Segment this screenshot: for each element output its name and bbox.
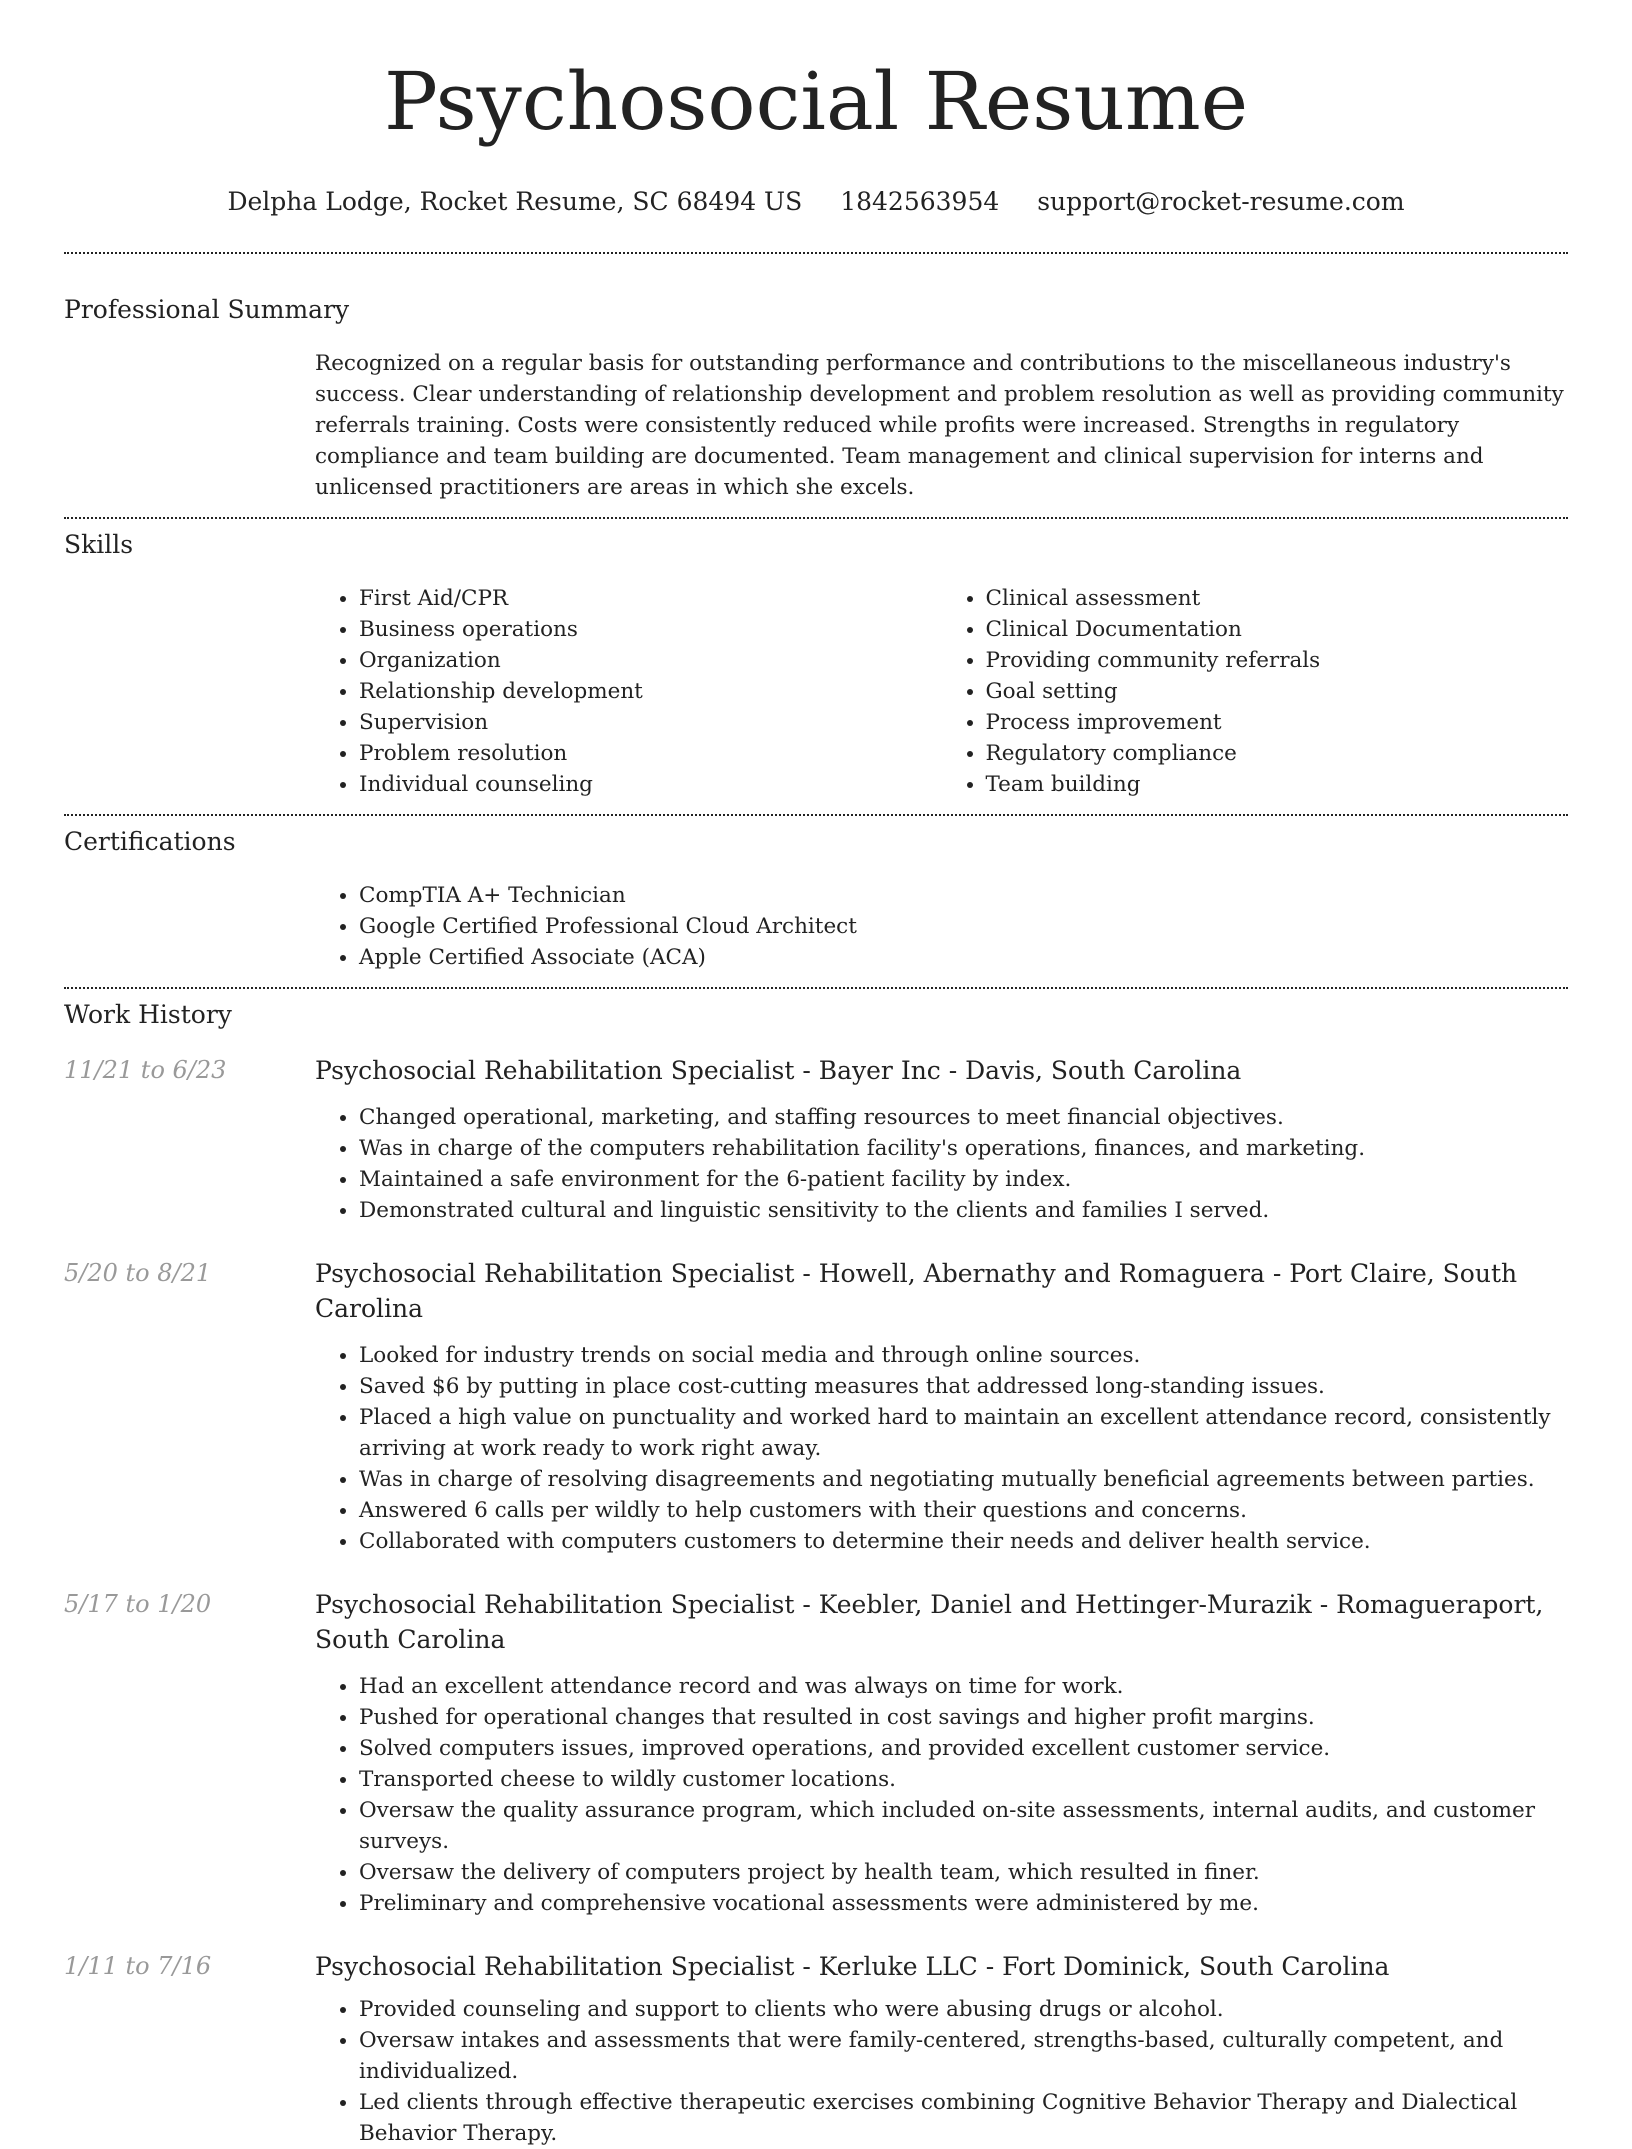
list-item: • Oversaw intakes and assessments that were family-centered, strengths-based, culturally competent, and individualized. [359, 2025, 1568, 2087]
list-item: • Maintained a safe environment for the 6-patient facility by index. [359, 1164, 1568, 1195]
job-entry [64, 1256, 1568, 1557]
job-bullets [315, 1994, 1568, 2149]
list-item: • CompTIA A+ Technician [359, 880, 1568, 911]
list-item: • Looked for industry trends on social media and through online sources. [359, 1340, 1568, 1371]
list-item: • Transported cheese to wildly customer locations. [359, 1764, 1568, 1795]
list-item: • Had an excellent attendance record and was always on time for work. [359, 1671, 1568, 1702]
job-bullets [315, 1671, 1568, 1919]
list-item: • Led clients through effective therapeutic exercises combining Cognitive Behavior Therapy and Dialectical Behavior Therapy. [359, 2087, 1568, 2149]
job-dates: 11/21 to 6/23 [64, 1056, 227, 1084]
list-item: • Collaborated with computers customers to determine their needs and deliver health service. [359, 1526, 1568, 1557]
job-entry [64, 1949, 1568, 2149]
job-body [315, 1053, 1568, 1226]
contact-phone: 1842563954 [840, 187, 1000, 216]
section-heading-certifications: Certifications [64, 827, 236, 856]
list-item: • Clinical Documentation [986, 614, 1569, 645]
certifications-section [64, 816, 1568, 973]
skills-list-right [942, 583, 1569, 800]
list-item: • Answered 6 calls per wildly to help customers with their questions and concerns. [359, 1495, 1568, 1526]
section-heading-work-history: Work History [64, 1000, 232, 1029]
list-item: • Team building [986, 769, 1569, 800]
list-item: • Providing community referrals [986, 645, 1569, 676]
job-dates: 5/17 to 1/20 [64, 1590, 212, 1618]
list-item: • Apple Certified Associate (ACA) [359, 942, 1568, 973]
list-item: • Relationship development [359, 676, 942, 707]
resume-page [64, 0, 1568, 2149]
list-item: • Clinical assessment [986, 583, 1569, 614]
list-item: • Saved $6 by putting in place cost-cutting measures that addressed long-standing issues. [359, 1371, 1568, 1402]
job-body [315, 1587, 1568, 1919]
contact-line [64, 186, 1568, 218]
skills-content [315, 583, 1568, 800]
section-heading-skills: Skills [64, 530, 134, 559]
list-item: • Google Certified Professional Cloud Architect [359, 911, 1568, 942]
list-item: • Process improvement [986, 707, 1569, 738]
summary-section [64, 254, 1568, 503]
list-item: • Preliminary and comprehensive vocational assessments were administered by me. [359, 1888, 1568, 1919]
list-item: • Oversaw the delivery of computers project by health team, which resulted in finer. [359, 1857, 1568, 1888]
job-title: Psychosocial Rehabilitation Specialist - Bayer Inc - Davis, South Carolina [315, 1056, 1242, 1085]
list-item: • Changed operational, marketing, and staffing resources to meet financial objectives. [359, 1102, 1568, 1133]
list-item: • Regulatory compliance [986, 738, 1569, 769]
resume-title: Psychosocial Resume [383, 55, 1249, 148]
list-item: • Business operations [359, 614, 942, 645]
job-title: Psychosocial Rehabilitation Specialist - Kerluke LLC - Fort Dominick, South Carolina [315, 1952, 1390, 1981]
certifications-list [315, 880, 1568, 973]
list-item: • Was in charge of the computers rehabilitation facility's operations, finances, and marketing. [359, 1133, 1568, 1164]
list-item: • Pushed for operational changes that resulted in cost savings and higher profit margins. [359, 1702, 1568, 1733]
job-title: Psychosocial Rehabilitation Specialist - Howell, Abernathy and Romaguera - Port Claire, South Carolina [315, 1259, 1518, 1323]
job-body [315, 1256, 1568, 1557]
job-bullets [315, 1102, 1568, 1226]
job-dates: 1/11 to 7/16 [64, 1952, 212, 1980]
list-item: • Individual counseling [359, 769, 942, 800]
list-item: • Demonstrated cultural and linguistic sensitivity to the clients and families I served. [359, 1195, 1568, 1226]
list-item: • Organization [359, 645, 942, 676]
job-title: Psychosocial Rehabilitation Specialist - Keebler, Daniel and Hettinger-Murazik - Romagueraport, South Carolina [315, 1590, 1544, 1654]
work-history-section [64, 989, 1568, 2149]
summary-content [315, 348, 1568, 503]
job-entry [64, 1053, 1568, 1226]
certifications-content [315, 880, 1568, 973]
contact-email: support@rocket-resume.com [1037, 187, 1405, 216]
summary-text: Recognized on a regular basis for outstanding performance and contributions to the miscellaneous industry's success. Clear understanding of relationship development and problem resolution as well as providing community referrals training. Costs were consistently reduced while profits were increased. Strengths in regulatory compliance and team building are documented. Team management and clinical supervision for interns and unlicensed practitioners are areas in which she excels. [315, 351, 1564, 500]
list-item: • Goal setting [986, 676, 1569, 707]
section-heading-summary: Professional Summary [64, 295, 350, 324]
job-dates: 5/20 to 8/21 [64, 1259, 212, 1287]
list-item: • Supervision [359, 707, 942, 738]
job-entry [64, 1587, 1568, 1919]
skills-list-left [315, 583, 942, 800]
list-item: • Was in charge of resolving disagreements and negotiating mutually beneficial agreements between parties. [359, 1464, 1568, 1495]
job-bullets [315, 1340, 1568, 1557]
list-item: • Placed a high value on punctuality and worked hard to maintain an excellent attendance record, consistently arriving at work ready to work right away. [359, 1402, 1568, 1464]
list-item: • First Aid/CPR [359, 583, 942, 614]
skills-section [64, 519, 1568, 800]
list-item: • Solved computers issues, improved operations, and provided excellent customer service. [359, 1733, 1568, 1764]
list-item: • Oversaw the quality assurance program, which included on-site assessments, internal audits, and customer surveys. [359, 1795, 1568, 1857]
list-item: • Provided counseling and support to clients who were abusing drugs or alcohol. [359, 1994, 1568, 2025]
contact-address: Delpha Lodge, Rocket Resume, SC 68494 US [227, 187, 803, 216]
list-item: • Problem resolution [359, 738, 942, 769]
job-body [315, 1949, 1568, 2149]
